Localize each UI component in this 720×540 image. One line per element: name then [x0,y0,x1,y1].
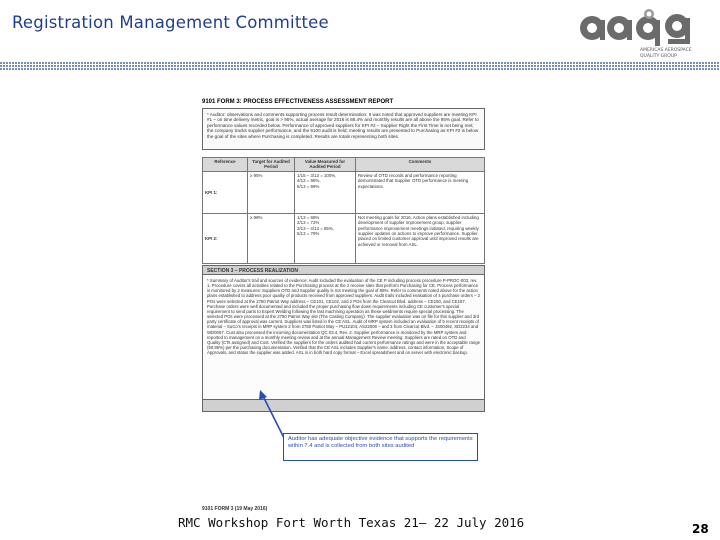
callout-text: Auditor has adequate objective evidence that supports the requirements within 7.4 and is collected from both sites audited [288,436,473,449]
kpi-value-line: 5/13 = 99% [297,183,320,189]
col-reference: Reference [203,158,248,172]
kpi-table-header-row [203,158,485,172]
auditor-observations-text: * Auditor: observations and comments supporting process result determination: It was noted that approved suppliers are meeting KPI #1 – on time delivery metric, goal is > 95%, actual average for 2016 is 88.4% and monthly results are all above the 95% goal. Refer to performance values recorded below. Performance of approved suppliers for KPI #2 – Supplier Right the First Time is not being met; the company tracks supplier performance, and the 9100 audit is held; meeting results are presented to Purchasing as KPI #2 is below the goal of the sites where Purchasing is completed. Results are totals representing both sites. [207,112,479,139]
kpi-value-line: 2/13 = 72% [297,220,320,226]
logo-subtitle: AMERICAS AEROSPACE QUALITY GROUP [640,48,692,59]
table-row [203,213,485,263]
kpi-target: ≥ 98% [248,213,295,263]
kpi-table [202,157,485,264]
form-header: 9101 FORM 3: PROCESS EFFECTIVENESS ASSESSMENT REPORT [202,99,394,105]
page-number: 28 [692,522,709,536]
slide-title: Registration Management Committee [12,13,329,32]
col-comments: Comments [356,158,485,172]
table-row [203,171,485,213]
workshop-footer: RMC Workshop Fort Worth Texas 21– 22 July 2016 [178,515,525,530]
kpi-value-line: 5/13 = 79% [297,231,320,237]
kpi-value-line: 3/13 – 4/13 = 85%, [297,225,334,231]
aaqg-logo [578,6,696,64]
col-target: Target for Audited Period [248,158,295,172]
dotted-divider [0,62,720,70]
kpi-values [295,213,356,263]
kpi-comment: Review of OTD records and performance reporting demonstrated that Supplier OTD performance is meeting expectations. [356,171,485,213]
section3-title: SECTION 3 – PROCESS REALIZATION [202,265,485,275]
kpi-value-line: 4/13 = 98%, [297,178,321,184]
kpi-comment: Not meeting goals for 2016. Action plans established including development of supplier improvement group, supplier performance improvement meetings initiated, requiring weekly supplier updates on actions to improve performance. Supplier placed on limited customer approval until improved results are achieved or removal from ASL. [356,213,485,263]
form-footer: 9101 FORM 3 (19 May 2016) [202,506,268,512]
section3-footer-bar [202,400,485,412]
kpi-ref: KPI 2: [203,213,248,263]
kpi-values [295,171,356,213]
auditor-callout [283,433,478,461]
section3-text: * Summary of Auditor's trail and sources of evidence: Audit included the evaluation of the CE P including process procedure P-PROC-003, rev. 1. Procedure covers all activities related to the Purchasing process at the 2 receive sites that perform Purchasing for CE. Process performance is monitored by 2 measures: Suppliers OTD and Supplier quality is not meeting the goal of 98%. Refer to comments noted above for the action plans established to address poor quality of products received from approved suppliers. Audit trails included evaluation of 4 purchase orders – 2 POs were selected at the 2750 Patriot Way address – CE101, CE102, and 2 POs from the Clearcut Blvd. address – CE150, and CE187. Purchase orders were well documented and included the proper purchasing flow down requirements including CE customer's special requirement to send parts to Expert Welding following the last machining operation as these weldments require special processing. The selected POs were processed at the 2750 Patriot Way site (The Casting Company). The supplier evaluation was on file for this supplier and 3rd party certificate of approval was current. Suppliers was listed in the CE ASL. Audit of MRP system included an evaluation of 5 recent receipts of material – SuCo's receipts in MRP system 2 from 2750 Patriot Way – PU12104, AS22008 – and 3 from Clearcut Blvd. – JS00492, SD2234 and WD0067. Cust also processed the incoming documentation QC 03.4, Rev. 2. Supplier performance is monitored by the MRP system and reported to management on a monthly meeting review and at the annual Management Review meeting. Suppliers are rated on OTD and Quality (CTs assigned) and Cost. Verified the suppliers for the orders audited had current performance ratings and were in the acceptable range (90.95%) per the purchasing documentation. Verified that the CE ASL includes Supplier's name, address, contact information, Scope of Approvals, and status the supplier was added. ASL is in both hard copy format – Excel spreadsheet and on server with electronic backup. [207,278,481,356]
kpi-value-line: 1/15 – 3/13 = 100%, [297,172,337,178]
col-value: Value Measured for Audited Period [295,158,356,172]
auditor-observations-box [202,108,485,150]
aaqg-logo-mark [578,6,696,46]
kpi-target: ≥ 95% [248,171,295,213]
kpi-ref: KPI 1: [203,171,248,213]
kpi-value-line: 1/13 = 68% [297,214,320,220]
section3-body [202,275,485,400]
